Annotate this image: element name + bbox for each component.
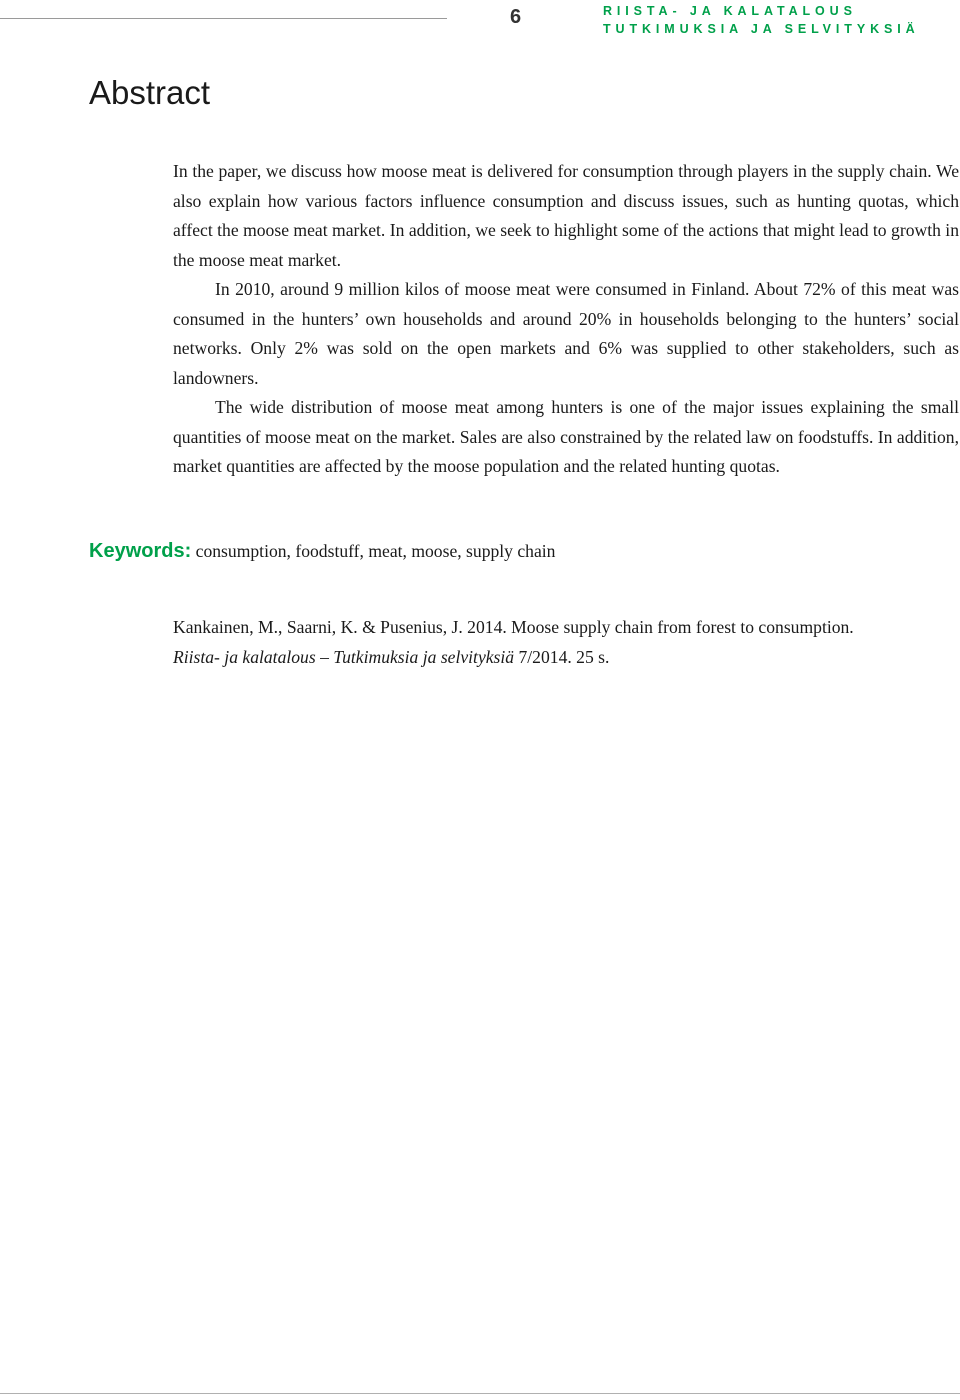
citation-line-1: Kankainen, M., Saarni, K. & Pusenius, J. 2014. Moose supply chain from forest to consumption.	[173, 617, 854, 637]
citation-series-title: Riista- ja kalatalous – Tutkimuksia ja selvityksiä	[173, 647, 515, 667]
citation-line-2	[173, 642, 959, 672]
citation-issue: 7/2014. 25 s.	[514, 647, 610, 667]
footer-rule	[0, 1393, 960, 1394]
abstract-heading: Abstract	[89, 74, 211, 111]
abstract-paragraph-3: The wide distribution of moose meat among hunters is one of the major issues explaining the small quantities of moose meat on the market. Sales are also constrained by the related law on foodstuffs. In addition, market quantities are affected by the moose population and the related hunting quotas.	[173, 397, 959, 476]
series-name	[603, 2, 920, 38]
abstract-body	[173, 157, 959, 482]
citation	[173, 612, 959, 672]
header-rule	[0, 18, 447, 19]
series-name-line-1: RIISTA- JA KALATALOUS	[603, 4, 857, 18]
abstract-paragraph-1: In the paper, we discuss how moose meat is delivered for consumption through players in the supply chain. We also explain how various factors influence consumption and discuss issues, such as hunting quotas, which affect the moose meat market. In addition, we seek to highlight some of the actions that might lead to growth in the moose meat market.	[173, 161, 959, 270]
keywords-label: Keywords:	[89, 540, 192, 562]
keywords-value: consumption, foodstuff, meat, moose, supply chain	[195, 541, 556, 561]
keywords	[89, 540, 555, 563]
abstract-paragraph-2: In 2010, around 9 million kilos of moose meat were consumed in Finland. About 72% of this meat was consumed in the hunters’ own households and around 20% in households belonging to the hunters’ social networks. Only 2% was sold on the open markets and 6% was supplied to other stakeholders, such as landowners.	[173, 279, 959, 388]
page-number: 6	[510, 6, 522, 28]
series-name-line-2: TUTKIMUKSIA JA SELVITYKSIÄ	[603, 22, 920, 36]
